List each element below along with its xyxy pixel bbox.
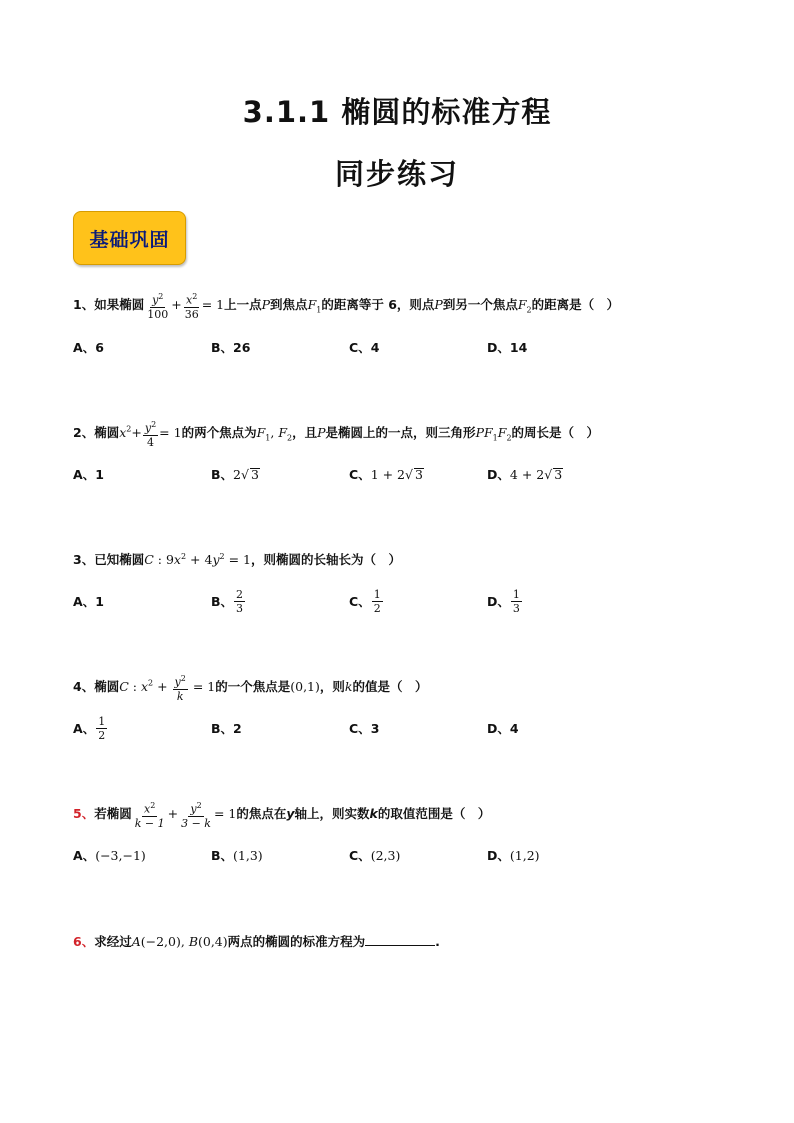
section-badge [73,211,186,265]
options-1 [73,334,693,360]
question-number: 2、 [73,424,95,440]
page-subtitle: 同步练习 [334,157,459,191]
question-number: 3、 [73,552,95,567]
option-a[interactable]: A、 (−3,−1) [73,847,146,863]
question-3: 3、已知椭圆C : $9x^2 + 4y^2 = 1$，则椭圆的长轴长为（ ） [73,551,401,567]
question-5: 5、若椭圆 $\frac{x^2}{k - 1}$ + $\frac{y^2}{3 - k}$ = 1的焦点在y轴上，则实数k的取值范围是（ ） [73,801,491,830]
option-a[interactable]: A、 1 [73,593,104,609]
option-d[interactable]: D、 14 [487,339,528,355]
fraction: $\frac{y^2}{3 - k}$ [181,801,211,830]
option-a[interactable]: A、 1 [73,466,104,482]
page-title: 3.1.1 椭圆的标准方程 [242,95,552,129]
option-b[interactable]: B、 $\frac{2}{3}$ [211,587,244,615]
option-c[interactable]: C、 $\frac{1}{2}$ [349,587,381,615]
option-d[interactable]: D、 4 + 2 √ 3 [487,466,563,482]
option-b[interactable]: B、 2 √ 3 [211,466,259,482]
option-c[interactable]: C、 3 [349,720,380,736]
fraction: $\frac{y^2}{k}$ [174,674,186,703]
option-b[interactable]: B、 26 [211,339,251,355]
option-b[interactable]: B、 (1,3) [211,847,263,863]
question-2: 2、椭圆$x^2+$ $\frac{y^2}{4}$ = 1的两个焦点为$F_1$, $F_2$，且P是椭圆上的一点，则三角形$PF_1F_2$的周长是（ ） [73,420,600,449]
options-3 [73,588,693,614]
fraction: $\frac{x^2}{36}$ [184,292,199,321]
fraction: $\frac{x^2}{k - 1}$ [134,801,165,830]
question-text: 如果椭圆 [94,296,145,312]
option-d[interactable]: D、 (1,2) [487,847,540,863]
option-c[interactable]: C、 (2,3) [349,847,401,863]
question-number: 4、 [73,678,95,694]
answer-blank[interactable] [365,933,435,946]
title-block [0,92,794,194]
option-b[interactable]: B、 2 [211,720,242,736]
option-c[interactable]: C、 1 + 2 √ 3 [349,466,423,482]
option-a[interactable]: A、 $\frac{1}{2}$ [73,714,106,742]
option-d[interactable]: D、 $\frac{1}{3}$ [487,587,520,615]
question-number: 1、 [73,296,95,312]
question-1: 1、如果椭圆 $\frac{y^2}{100}$ + $\frac{x^2}{36}$ = 1上一点P到焦点$F_1$的距离等于 6，则点P到另一个焦点$F_2$的距离是（ ） [73,292,620,321]
fraction: $\frac{y^2}{4}$ [144,420,157,449]
options-4 [73,715,693,741]
question-6: 6、求经过A(−2,0), B(0,4)两点的椭圆的标准方程为 . [73,934,440,949]
option-d[interactable]: D、 4 [487,720,519,736]
option-a[interactable]: A、 6 [73,339,104,355]
question-number: 5、 [73,805,95,821]
fraction: $\frac{y^2}{100}$ [147,292,169,321]
question-4: 4、椭圆C : $x^2$ + $\frac{y^2}{k}$ = 1的一个焦点是(0,1)，则k的值是（ ） [73,674,428,703]
options-5 [73,842,693,868]
option-c[interactable]: C、 4 [349,339,380,355]
section-badge-label: 基础巩固 [89,228,170,251]
options-2 [73,461,693,487]
question-number: 6、 [73,934,95,949]
